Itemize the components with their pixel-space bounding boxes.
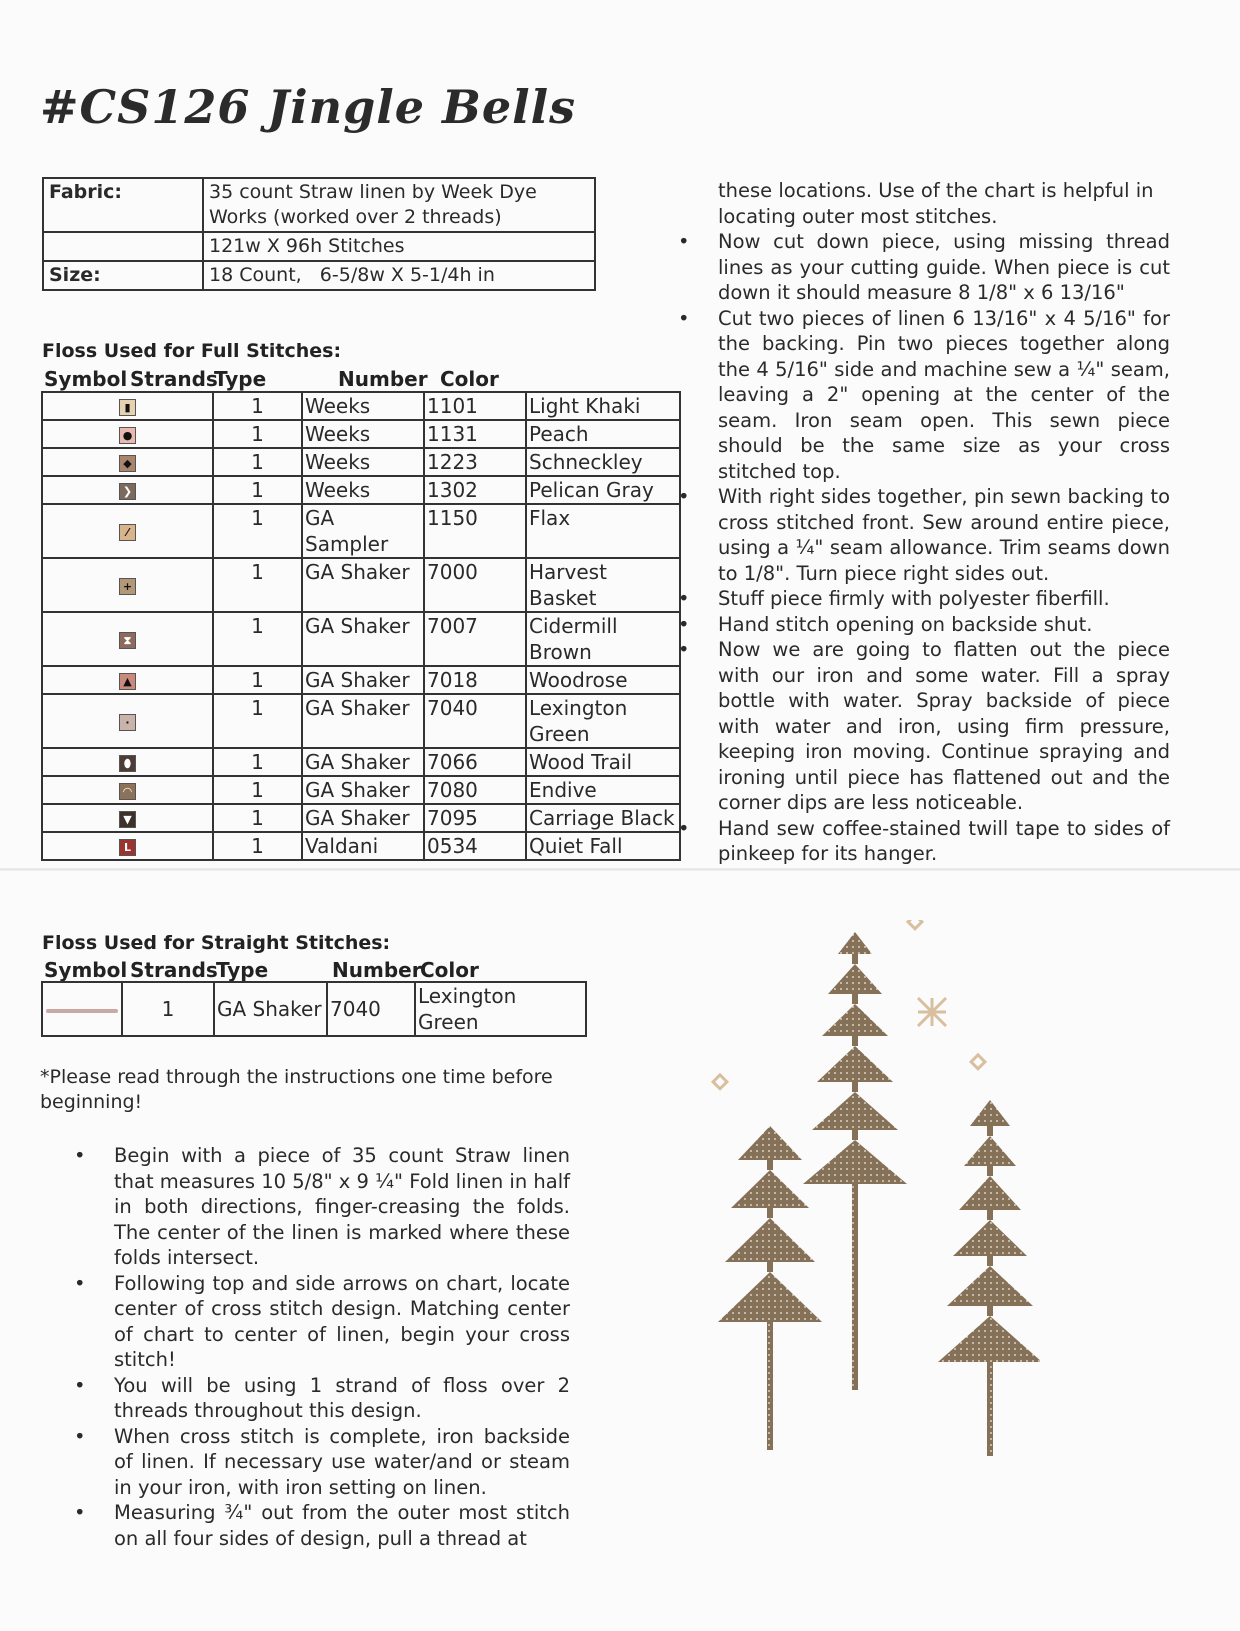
strands-cell: 1 [213,476,302,504]
type-cell: Weeks [302,476,424,504]
strands-cell: 1 [213,558,302,612]
left-tree-tier [731,1170,809,1208]
number-cell: 1101 [424,392,526,420]
table-row [42,448,680,476]
bullet-icon: • [678,587,690,610]
center-tree-trunk-segment [852,1130,858,1140]
number-cell: 7095 [424,804,526,832]
paper-fold [0,868,1240,871]
dot-symbol-icon [119,714,136,731]
color-cell: Endive [526,776,680,804]
circle-symbol-icon [119,427,136,444]
bullet-icon: • [678,638,690,661]
center-tree-tier [803,1140,907,1184]
center-tree-trunk-segment [852,1082,858,1092]
slash-symbol-icon [119,524,136,541]
right-tree-tier [947,1266,1033,1306]
dome-symbol-icon [119,783,136,800]
bullet-icon: • [74,1373,86,1397]
symbol-cell [42,776,213,804]
strands-cell: 1 [213,832,302,860]
col-strands: Strands [130,958,218,982]
snowflake-icon [918,998,946,1026]
number-cell: 7066 [424,748,526,776]
color-cell: Quiet Fall [526,832,680,860]
type-cell: Weeks [302,420,424,448]
list-item [646,229,1170,306]
bullet-icon: • [678,306,690,330]
snowflake-icon [908,920,922,929]
table-row [42,504,680,558]
col-symbol: Symbol [44,367,128,391]
list-item [646,637,1170,816]
crescent-symbol-icon [119,483,136,500]
number-cell: 0534 [424,832,526,860]
type-cell: GA Shaker [302,748,424,776]
bullet-icon: • [678,816,690,840]
read-first-note: *Please read through the instructions one time before beginning! [40,1066,553,1113]
color-cell: Carriage Black [526,804,680,832]
symbol-glyph: ◆ [123,457,132,470]
strands-cell: 1 [213,748,302,776]
instructions-right [646,229,1170,867]
fabric-value: 35 count Straw linen by Week Dye Works (worked over 2 threads) [203,178,595,232]
strands-cell: 1 [213,666,302,694]
color-cell: Lexington Green [415,982,586,1036]
col-number: Number [338,367,428,391]
number-cell: 1131 [424,420,526,448]
symbol-glyph: L [123,841,131,854]
right-tree-trunk-segment [987,1166,993,1176]
symbol-glyph: + [122,580,133,593]
letter-l-symbol-icon [119,839,136,856]
color-cell: Peach [526,420,680,448]
diamond-symbol-icon [119,455,136,472]
col-color: Color [420,958,479,982]
bullet-icon: • [74,1501,86,1524]
symbol-cell [42,392,213,420]
list-item [646,816,1170,867]
table-row [42,420,680,448]
type-cell: GA Sampler [302,504,424,558]
symbol-cell [42,448,213,476]
list-item [646,306,1170,485]
hourglass-symbol-icon [119,632,136,649]
instruction-text: Begin with a piece of 35 count Straw linen that measures 10 5/8" x 9 ¼" Fold linen in half in both directions, finger-creasing the folds. The center of the linen is marked where these folds intersect. [114,1144,570,1269]
size-value: 18 Count, 6-5/8w X 5-1/4h in [203,261,595,290]
table-row [42,832,680,860]
symbol-glyph: ▲ [123,675,132,688]
snowflake-icon [971,1055,985,1069]
color-cell: Schneckley [526,448,680,476]
right-tree-tier [953,1220,1027,1256]
type-cell: Valdani [302,832,424,860]
symbol-glyph: ● [122,429,133,442]
instruction-text: Measuring ¾" out from the outer most stitch on all four sides of design, pull a thread at [114,1501,570,1550]
right-tree-tier [970,1100,1010,1126]
strands-cell: 1 [213,420,302,448]
instructions-continuation: these locations. Use of the chart is helpful in locating outer most stitches. [718,179,1154,228]
list-item [42,1424,570,1501]
symbol-cell [42,504,213,558]
bar-symbol-icon [119,399,136,416]
bullet-icon: • [74,1144,86,1167]
list-item [42,1500,570,1551]
straight-stitches-heading: Floss Used for Straight Stitches: [42,932,391,954]
list-item [42,1143,570,1271]
center-tree-trunk [852,1184,858,1390]
instruction-text: With right sides together, pin sewn backing to cross stitched front. Sew around entire piece, using a ¼" seam allowance. Trim seams down to 1/8". Turn piece right sides out. [718,485,1170,585]
right-tree-trunk-segment [987,1256,993,1266]
type-cell: Weeks [302,392,424,420]
triangle-down-symbol-icon [119,811,136,828]
straight-stitches-table [41,981,587,1037]
strands-cell: 1 [213,694,302,748]
right-tree-trunk-segment [987,1306,993,1316]
center-tree-trunk-segment [852,994,858,1004]
symbol-glyph: ▮ [124,401,131,414]
instruction-text: Stuff piece firmly with polyester fiberfill. [718,587,1110,610]
color-cell: Cidermill Brown [526,612,680,666]
right-tree-trunk-segment [987,1126,993,1136]
col-type: Type [214,367,267,391]
list-item [646,612,1170,638]
color-cell: Woodrose [526,666,680,694]
plus-symbol-icon [119,578,136,595]
size-label: Size: [43,261,203,290]
left-tree-tier [718,1272,822,1322]
full-stitches-table [41,391,681,861]
symbol-glyph: ⬮ [124,757,131,770]
list-item [42,1373,570,1424]
symbol-glyph: ▼ [123,813,132,826]
symbol-glyph: ◠ [123,785,132,798]
instruction-text: You will be using 1 strand of floss over 2 threads throughout this design. [114,1373,570,1422]
symbol-cell [42,666,213,694]
instruction-text: Cut two pieces of linen 6 13/16" x 4 5/16" for the backing. Pin two pieces together along the 4 5/16" side and machine sew a ¼" seam, leaving a 2" opening at the center of the seam. Iron seam open. This sewn piece should be the same size as your cross stitched top. [718,306,1170,483]
list-item [42,1271,570,1373]
straight-stitch-line-icon [46,1009,118,1013]
left-tree-tier [738,1126,802,1160]
bullet-icon: • [678,612,690,636]
bullet-icon: • [678,485,690,508]
center-tree-tier [817,1046,893,1082]
table-row [42,982,586,1036]
symbol-cell [42,612,213,666]
type-cell: GA Shaker [302,776,424,804]
strands-cell: 1 [213,804,302,832]
table-row [42,804,680,832]
arrow-up-symbol-icon [119,673,136,690]
type-cell: GA Shaker [302,558,424,612]
center-tree-trunk-segment [852,954,858,964]
strands-cell: 1 [213,504,302,558]
instruction-text: When cross stitch is complete, iron backside of linen. If necessary use water/and or steam in your iron, with iron setting on linen. [114,1424,570,1499]
snowflake-icon [713,1075,727,1089]
color-cell: Flax [526,504,680,558]
table-row [42,748,680,776]
symbol-cell [42,476,213,504]
list-item [646,586,1170,612]
number-cell: 7040 [424,694,526,748]
type-cell: GA Shaker [302,666,424,694]
right-tree-tier [938,1316,1040,1362]
empty-label [43,232,203,261]
instructions-left [42,1143,570,1551]
table-row [42,666,680,694]
left-tree-trunk-segment [767,1262,773,1272]
center-tree-tier [822,1004,888,1036]
strands-cell: 1 [122,982,214,1036]
table-row [42,476,680,504]
number-cell: 7040 [327,982,415,1036]
instruction-text: Hand sew coffee-stained twill tape to sides of pinkeep for its hanger. [718,816,1170,865]
instruction-text: Hand stitch opening on backside shut. [718,612,1093,636]
fabric-label: Fabric: [43,178,203,232]
tree-illustration [700,920,1040,1480]
right-tree-tier [959,1176,1021,1210]
center-tree-tier [812,1092,898,1130]
table-row [42,392,680,420]
strands-cell: 1 [213,612,302,666]
col-symbol: Symbol [44,958,128,982]
bullet-icon: • [678,230,690,253]
symbol-cell [42,982,122,1036]
symbol-glyph: ⁄ [126,526,129,539]
instruction-text: Now we are going to flatten out the piece with our iron and some water. Fill a spray bottle with water. Spray backside of piece with water and iron, using firm pressure, keeping iron moving. Continue spraying and ironing until piece has flattened out and the corner dips are less noticeable. [718,638,1170,814]
full-stitches-heading: Floss Used for Full Stitches: [42,340,342,362]
right-tree-trunk-segment [987,1210,993,1220]
type-cell: GA Shaker [302,694,424,748]
pattern-title: #CS126 Jingle Bells [40,80,577,134]
symbol-cell [42,748,213,776]
number-cell: 7000 [424,558,526,612]
type-cell: Weeks [302,448,424,476]
col-strands: Strands [130,367,218,391]
col-color: Color [440,367,499,391]
bullet-icon: • [74,1424,86,1448]
bullet-icon: • [74,1271,86,1295]
center-tree-trunk-segment [852,1036,858,1046]
table-row [42,694,680,748]
right-tree-tier [964,1136,1016,1166]
table-row [42,612,680,666]
strands-cell: 1 [213,776,302,804]
number-cell: 1302 [424,476,526,504]
symbol-glyph: · [125,716,130,729]
symbol-cell [42,694,213,748]
number-cell: 7007 [424,612,526,666]
strands-cell: 1 [213,448,302,476]
fabric-spec-table [42,177,596,291]
list-item [646,484,1170,586]
left-tree-trunk-segment [767,1208,773,1218]
col-type: Type [216,958,269,982]
center-tree-tier [838,932,872,954]
color-cell: Wood Trail [526,748,680,776]
table-row [42,558,680,612]
color-cell: Harvest Basket [526,558,680,612]
symbol-cell [42,558,213,612]
right-tree-trunk [987,1362,993,1456]
type-cell: GA Shaker [302,612,424,666]
symbol-cell [42,804,213,832]
number-cell: 7018 [424,666,526,694]
left-tree-trunk-segment [767,1160,773,1170]
stitch-count-value: 121w X 96h Stitches [203,232,595,261]
instruction-text: Now cut down piece, using missing thread lines as your cutting guide. When piece is cut down it should measure 8 1/8" x 6 13/16" [718,230,1170,304]
strands-cell: 1 [213,392,302,420]
color-cell: Light Khaki [526,392,680,420]
symbol-cell [42,832,213,860]
col-number: Number [332,958,422,982]
instruction-text: Following top and side arrows on chart, locate center of cross stitch design. Matching center of chart to center of linen, begin your cross stitch! [114,1271,570,1371]
table-row [42,776,680,804]
number-cell: 7080 [424,776,526,804]
number-cell: 1150 [424,504,526,558]
symbol-cell [42,420,213,448]
left-tree-tier [725,1218,815,1262]
color-cell: Lexington Green [526,694,680,748]
symbol-glyph: ❯ [122,485,133,498]
number-cell: 1223 [424,448,526,476]
symbol-glyph: ⧗ [123,634,132,647]
oval-symbol-icon [119,755,136,772]
left-tree-trunk [767,1322,773,1450]
type-cell: GA Shaker [302,804,424,832]
type-cell: GA Shaker [214,982,327,1036]
center-tree-tier [828,964,882,994]
color-cell: Pelican Gray [526,476,680,504]
